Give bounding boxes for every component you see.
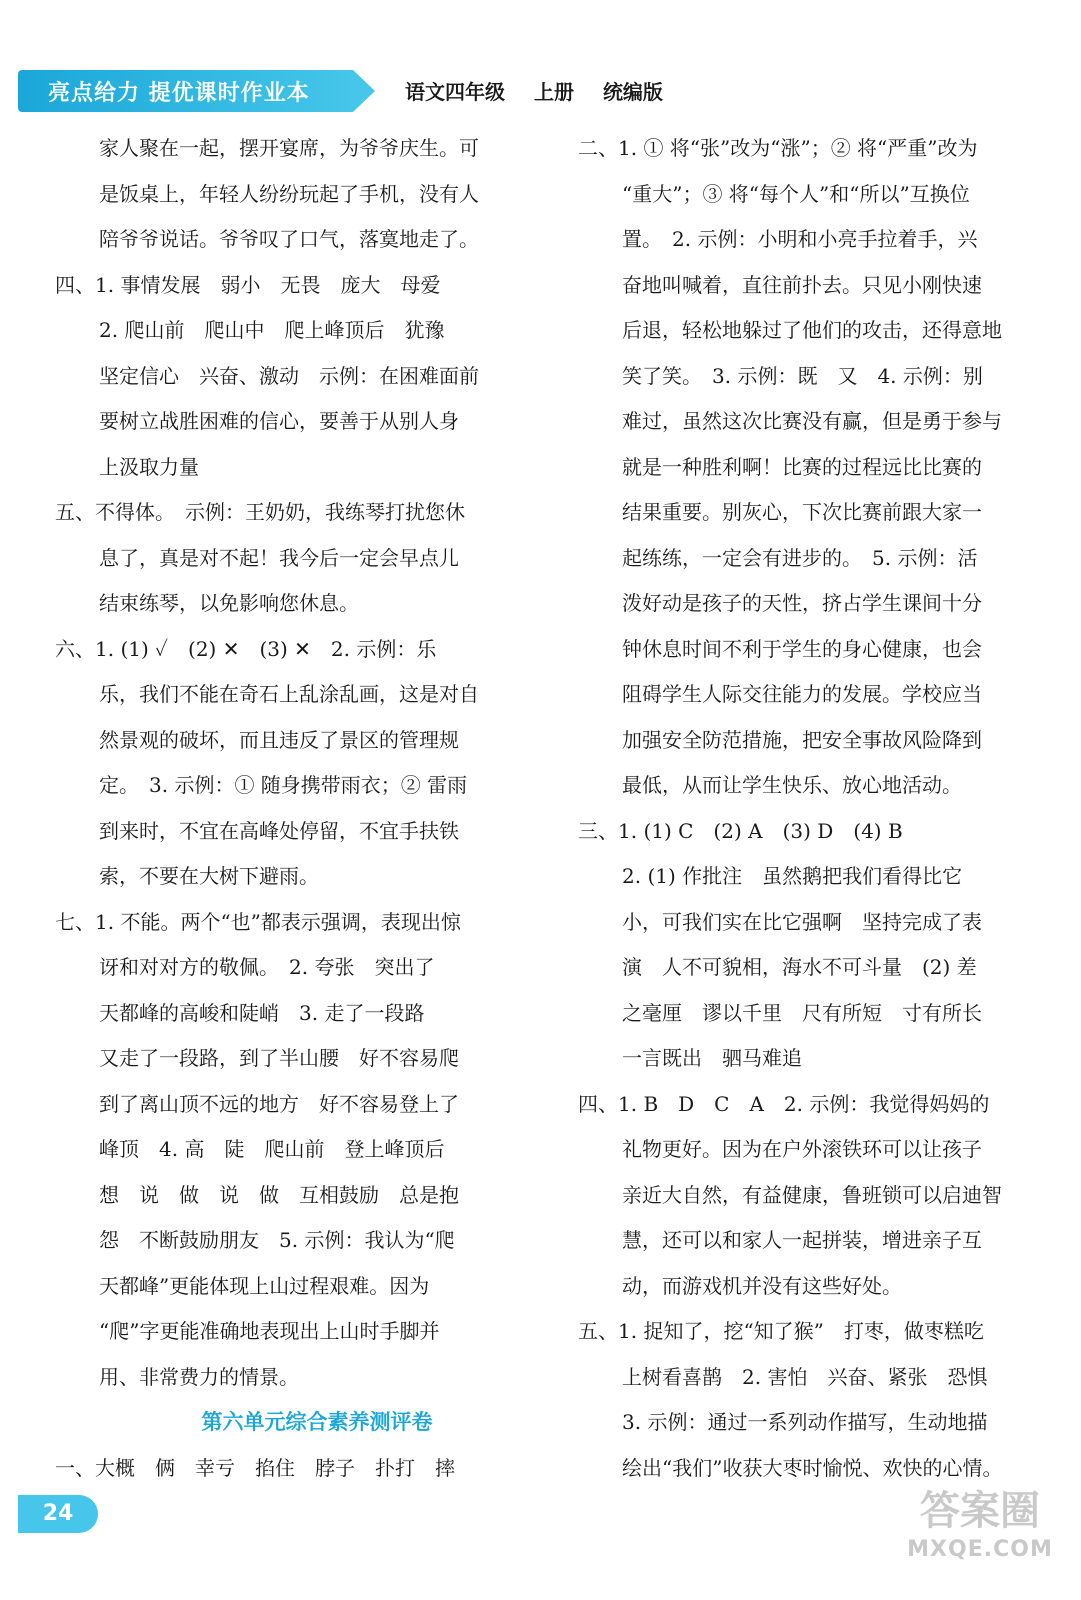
answer-line: 七、1. 不能。两个“也”都表示强调，表现出惊 [55, 909, 461, 934]
subject-grade: 语文四年级 [405, 80, 505, 104]
answer-line: 加强安全防范措施，把安全事故风险降到 [622, 727, 982, 752]
answer-line: 息了，真是对不起！我今后一定会早点儿 [99, 545, 459, 570]
answer-line: 到来时，不宜在高峰处停留，不宜手扶铁 [99, 818, 459, 843]
answer-line: 定。 3. 示例：① 随身携带雨衣；② 雷雨 [99, 773, 468, 797]
page-header [0, 0, 1081, 120]
answer-line: 怨 不断鼓励朋友 5. 示例：我认为“爬 [99, 1228, 455, 1252]
answer-line: 慧，还可以和家人一起拼装，增进亲子互 [622, 1228, 982, 1252]
answer-line: 一言既出 驷马难追 [622, 1046, 802, 1070]
answer-line: 阻碍学生人际交往能力的发展。学校应当 [622, 682, 982, 706]
answer-line: 亲近大自然，有益健康，鲁班锁可以启迪智 [622, 1182, 1002, 1207]
answer-line: 泼好动是孩子的天性，挤占学生课间十分 [622, 591, 982, 615]
answer-line: 索，不要在大树下避雨。 [99, 864, 319, 888]
answer-line: 四、1. B D C A 2. 示例：我觉得妈妈的 [578, 1091, 990, 1116]
answer-line: 后退，轻松地躲过了他们的攻击，还得意地 [622, 318, 1002, 342]
answer-line: 家人聚在一起，摆开宴席，为爷爷庆生。可 [99, 136, 479, 160]
answer-line: 是饭桌上，年轻人纷纷玩起了手机，没有人 [99, 181, 479, 206]
answer-line: 难过，虽然这次比赛没有赢，但是勇于参与 [622, 409, 1002, 433]
answer-line: “爬”字更能准确地表现出上山时手脚并 [99, 1319, 440, 1343]
answer-line: 最低，从而让学生快乐、放心地活动。 [622, 773, 962, 797]
answer-line: 3. 示例：通过一系列动作描写，生动地描 [622, 1410, 988, 1434]
answer-line: 就是一种胜利啊！比赛的过程远比比赛的 [622, 454, 982, 479]
answer-line: 五、1. 捉知了，挖“知了猴” 打枣，做枣糕吃 [578, 1319, 984, 1343]
answer-line: 五、不得体。 示例：王奶奶，我练琴打扰您休 [55, 500, 465, 524]
answer-line: 天都峰”更能体现上山过程艰难。因为 [99, 1273, 430, 1298]
answer-line: 奋地叫喊着，直往前扑去。只见小刚快速 [622, 272, 982, 297]
page-number: 24 [18, 1495, 98, 1533]
answer-line: 一、大概 俩 幸亏 掐住 脖子 扑打 摔 [55, 1455, 455, 1480]
section-title: 第六单元综合素养测评卷 [201, 1410, 433, 1434]
answer-line: 起练练，一定会有进步的。 5. 示例：活 [622, 545, 978, 570]
answer-line: 礼物更好。因为在户外滚铁环可以让孩子 [622, 1137, 982, 1161]
series-banner [18, 70, 353, 112]
answer-line: 钟休息时间不利于学生的身心健康，也会 [622, 636, 982, 661]
answer-line: 乐，我们不能在奇石上乱涂乱画，这是对自 [99, 682, 479, 706]
answer-line: 上树看喜鹊 2. 害怕 兴奋、紧张 恐惧 [622, 1364, 988, 1389]
answer-line: 演 人不可貌相，海水不可斗量 (2) 差 [622, 955, 977, 979]
answer-line: 用、非常费力的情景。 [99, 1364, 299, 1389]
answer-line: 绘出“我们”收获大枣时愉悦、欢快的心情。 [622, 1455, 1003, 1480]
left-column [55, 126, 535, 1491]
answer-line: 要树立战胜困难的信心，要善于从别人身 [99, 409, 459, 433]
answer-line: 峰顶 4. 高 陡 爬山前 登上峰顶后 [99, 1137, 445, 1161]
answer-line: 置。 2. 示例：小明和小亮手拉着手，兴 [622, 227, 978, 251]
volume: 上册 [533, 80, 574, 104]
answer-line: 二、1. ① 将“张”改为“涨”；② 将“严重”改为 [578, 136, 978, 160]
answer-line: 讶和对对方的敬佩。 2. 夸张 突出了 [99, 955, 435, 979]
watermark-url: MXQE.COM [907, 1537, 1053, 1562]
answer-line: 2. 爬山前 爬山中 爬上峰顶后 犹豫 [99, 318, 445, 342]
book-info [405, 76, 685, 105]
answer-line: 三、1. (1) C (2) A (3) D (4) B [578, 818, 903, 843]
series-title: 亮点给力 提优课时作业本 [48, 81, 310, 106]
edition: 统编版 [602, 80, 663, 104]
answer-line: 想 说 做 说 做 互相鼓励 总是抱 [99, 1182, 459, 1207]
answer-line: 陪爷爷说话。爷爷叹了口气，落寞地走了。 [99, 227, 479, 251]
answer-line: 六、1. (1) ✓ (2) ✕ (3) ✕ 2. 示例：乐 [55, 636, 437, 661]
answer-line: 坚定信心 兴奋、激动 示例：在困难面前 [99, 363, 479, 388]
answer-line: 然景观的破坏，而且违反了景区的管理规 [99, 727, 459, 752]
answer-line: “重大”；③ 将“每个人”和“所以”互换位 [622, 181, 970, 206]
answer-line: 动，而游戏机并没有这些好处。 [622, 1273, 902, 1298]
answer-line: 到了离山顶不远的地方 好不容易登上了 [99, 1091, 459, 1116]
right-column [578, 126, 1050, 1491]
watermark-logo [900, 1485, 1060, 1585]
answer-line: 四、1. 事情发展 弱小 无畏 庞大 母爱 [55, 272, 441, 297]
answer-line: 天都峰的高峻和陡峭 3. 走了一段路 [99, 1000, 425, 1025]
answer-line: 2. (1) 作批注 虽然鹅把我们看得比它 [622, 864, 963, 888]
answer-line: 结束练琴，以免影响您休息。 [99, 591, 359, 615]
answer-line: 笑了笑。 3. 示例：既 又 4. 示例：别 [622, 363, 983, 388]
answer-line: 之毫厘 谬以千里 尺有所短 寸有所长 [622, 1000, 982, 1025]
answer-line: 小，可我们实在比它强啊 坚持完成了表 [622, 909, 982, 934]
answer-line: 结果重要。别灰心，下次比赛前跟大家一 [622, 500, 982, 524]
answer-line: 又走了一段路，到了半山腰 好不容易爬 [99, 1046, 459, 1070]
watermark-text: 答案圈 [920, 1488, 1040, 1534]
answer-line: 上汲取力量 [99, 454, 199, 479]
